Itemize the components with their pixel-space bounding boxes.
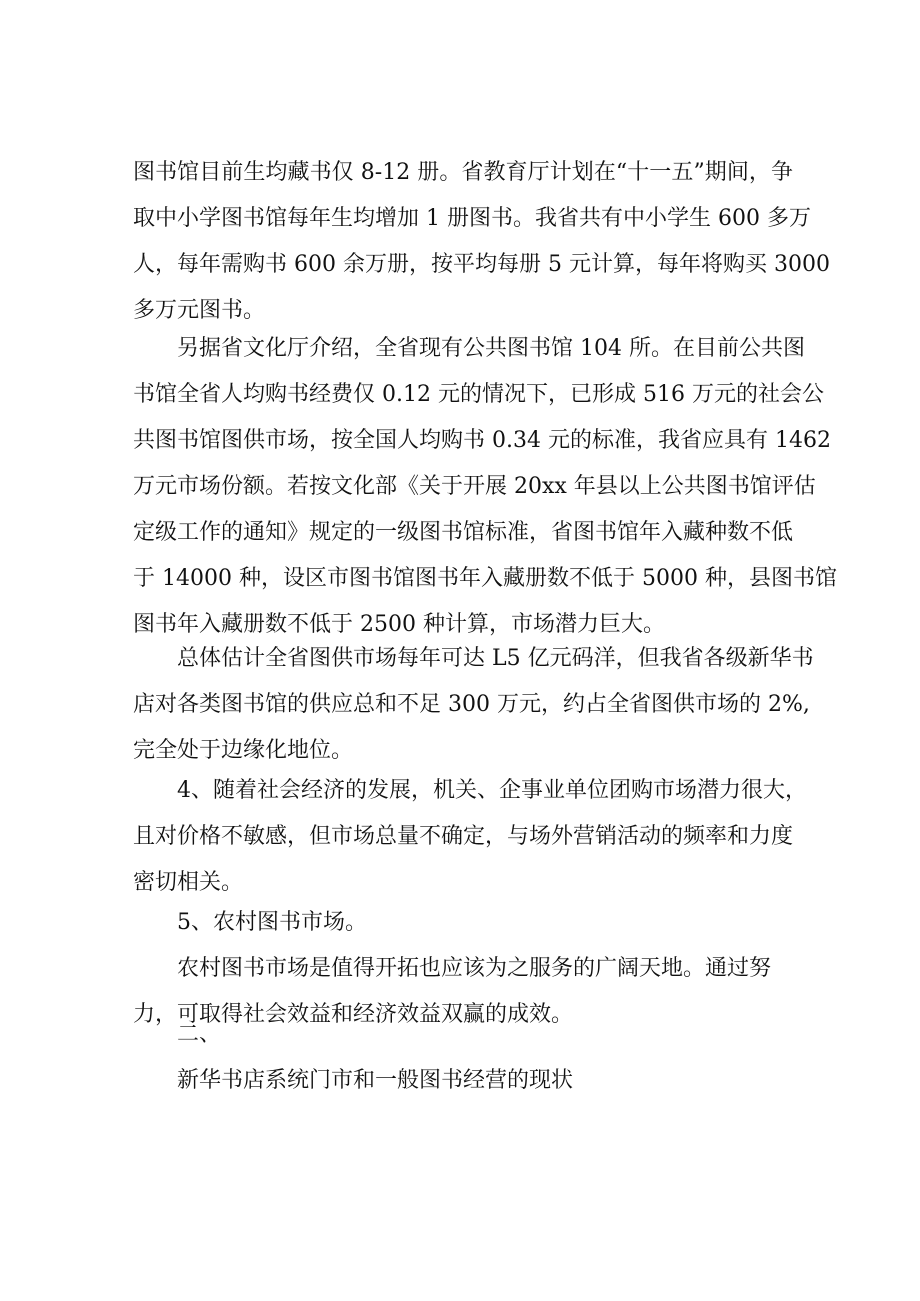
section-number — [133, 1012, 793, 1058]
heading-rural-market — [133, 900, 793, 946]
text-line: 于 14000 种，设区市图书馆图书年入藏册数不低于 5000 种，县图书馆 — [133, 566, 837, 591]
paragraph-group-purchase — [133, 768, 807, 906]
text-line: 二、 — [177, 1022, 222, 1047]
paragraph-library-book-stock — [133, 150, 830, 334]
text-line: 书馆全省人均购书经费仅 0.12 元的情况下，已形成 516 万元的社会公 — [133, 382, 824, 407]
text-line: 定级工作的通知》规定的一级图书馆标准，省图书馆年入藏种数不低 — [133, 520, 794, 545]
paragraph-overall-estimate — [133, 636, 814, 774]
text-line: 5、农村图书市场。 — [177, 910, 367, 935]
text-line: 共图书馆图供市场，按全国人均购书 0.34 元的标准，我省应具有 1462 — [133, 428, 831, 453]
text-line: 4、随着社会经济的发展，机关、企事业单位团购市场潜力很大， — [177, 778, 807, 803]
text-line: 完全处于边缘化地位。 — [133, 738, 354, 763]
text-line: 图书馆目前生均藏书仅 8-12 册。省教育厅计划在“十一五”期间，争 — [133, 160, 793, 185]
text-line: 新华书店系统门市和一般图书经营的现状 — [177, 1068, 574, 1093]
text-line: 多万元图书。 — [133, 298, 266, 323]
text-line: 农村图书市场是值得开拓也应该为之服务的广阔天地。通过努 — [177, 956, 772, 981]
text-line: 万元市场份额。若按文化部《关于开展 20xx 年县以上公共图书馆评估 — [133, 474, 816, 499]
text-line: 另据省文化厅介绍，全省现有公共图书馆 104 所。在目前公共图 — [177, 336, 805, 361]
text-line: 店对各类图书馆的供应总和不足 300 万元，约占全省图供市场的 2%, — [133, 692, 810, 717]
text-line: 密切相关。 — [133, 870, 244, 895]
text-line: 且对价格不敏感，但市场总量不确定，与场外营销活动的频率和力度 — [133, 824, 794, 849]
text-line: 人，每年需购书 600 余万册，按平均每册 5 元计算，每年将购买 3000 — [133, 252, 830, 277]
text-line: 取中小学图书馆每年生均增加 1 册图书。我省共有中小学生 600 多万 — [133, 206, 811, 231]
text-line: 总体估计全省图供市场每年可达 L5 亿元码洋，但我省各级新华书 — [177, 646, 814, 671]
section-title — [133, 1058, 793, 1104]
text-line: 图书年入藏册数不低于 2500 种计算，市场潜力巨大。 — [133, 612, 665, 637]
paragraph-public-library — [133, 326, 837, 648]
text-line: 力，可取得社会效益和经济效益双赢的成效。 — [133, 1002, 574, 1027]
